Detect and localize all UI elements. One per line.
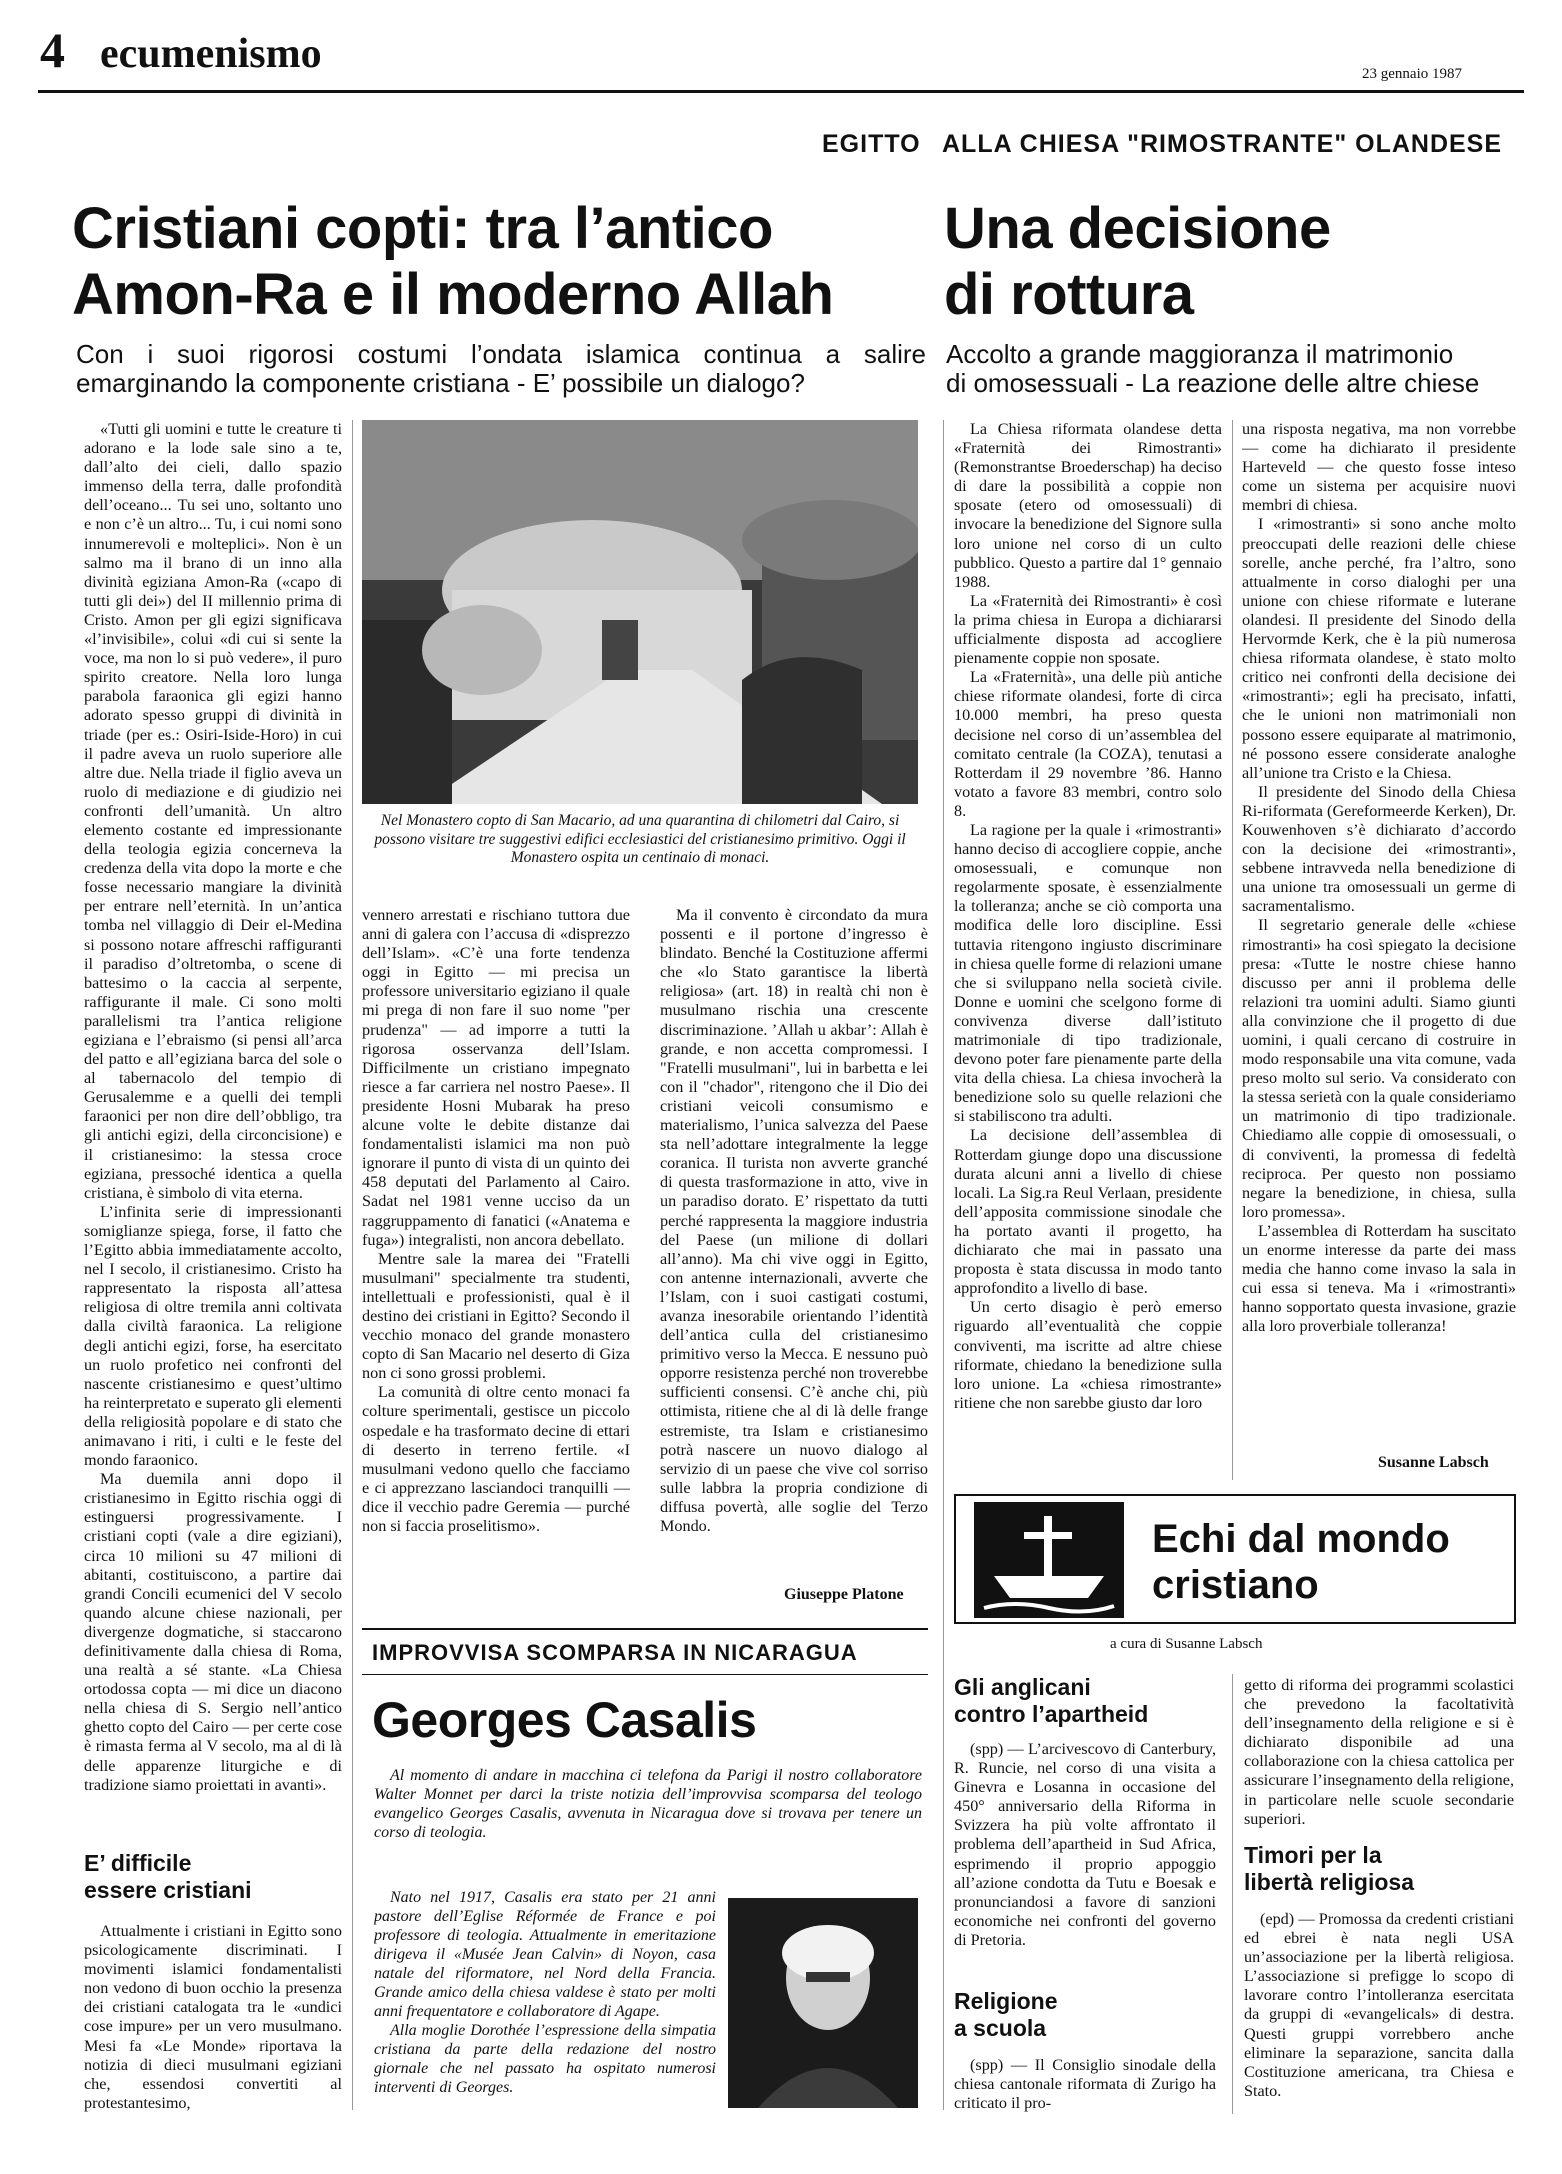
egitto-paragraph: La comunità di oltre cento monaci fa colture sperimentali, gestisce un piccolo ospedale e ha trasformato decine di ettari di deserto in terreno fertile. «I musulmani vedono quello che facciamo e ci apprezzano lasciandoci tranquilli — dice il vecchio padre Geremia — purché non si faccia proselitismo». <box>362 1383 630 1535</box>
egitto-column-1-end <box>84 1922 342 2112</box>
olanda-subhead-line2: di omosessuali - La reazione delle altre chiese <box>946 368 1480 398</box>
photo-caption: Nel Monastero copto di San Macario, ad una quarantina di chilometri dal Cairo, si possono visitare tre suggestivi edifici ecclesiastici del cristianesimo primitivo. Oggi il Monastero ospita un centinaio di monaci. <box>374 812 906 866</box>
anglicani-title-line1: Gli anglicani <box>954 1674 1091 1700</box>
casalis-paragraph: Nato nel 1917, Casalis era stato per 21 anni pastore dell’Eglise Réformée de France e poi professore di teologia. Attualmente in emeritazione dirigeva il «Musée Jean Calvin» di Noyon, casa natale del riformatore, nel Nord della Francia. Grande amico della chiesa valdese è stato per molti anni frequentatore e collaboratore di Agape. <box>374 1889 716 2020</box>
olanda-paragraph: Il segretario generale delle «chiese rimostranti» ha così spiegato la decisione presa: «Tutte le nostre chiese hanno discusso per anni il problema delle relazioni tra uomini adulti. Siamo giunti alla convinzione che il progetto di due uomini, i quali cercano di costruire in modo responsabile una vita comune, vada preso molto sul serio. Va considerato con la stessa serietà con la quale consideriamo un matrimonio di tipo tradizionale. Chiediamo alle coppie di omosessuali, o di conviventi, la promessa di fedeltà reciproca. Per questo non possiamo negare la benedizione, in chiesa, sulla loro promessa». <box>1242 916 1516 1221</box>
anglicani-title-line2: contro l’apartheid <box>954 1701 1149 1727</box>
olanda-paragraph: La «Fraternità», una delle più antiche chiese riformate olandesi, forte di circa 10.000 membri, ha preso questa decisione nel corso di un’assemblea del comitato centrale (la COZA), tenutasi a Rotterdam il 29 novembre ’86. Hanno votato a favore 83 membri, contro solo 8. <box>954 668 1222 820</box>
monastery-photo <box>362 420 918 804</box>
timori-text <box>1244 1910 1514 2114</box>
olanda-headline-line2: di rottura <box>944 262 1194 327</box>
olanda-subhead <box>946 340 1506 398</box>
echi-title <box>1152 1516 1502 1608</box>
casalis-text-top <box>374 1766 922 1886</box>
olanda-paragraph: L’assemblea di Rotterdam ha suscitato un enorme interesse da parte dei mass media che hanno come invaso la sala in cui essa si teneva. Ma i «rimostranti» hanno sopportato questa invasione, grazie alla loro proverbiale tolleranza! <box>1242 1221 1516 1336</box>
olanda-paragraph: La Chiesa riformata olandese detta «Fraternità dei Rimostranti» (Remonstrantse Broederschap) ha deciso di dare la possibilità a coppie non sposate (etero od omosessuali) di invocare la benedizione del Signore sulla loro unione nel corso di un culto pubblico. Questo a partire dal 1° gennaio 1988. <box>954 420 1222 591</box>
olanda-kicker: ALLA CHIESA "RIMOSTRANTE" OLANDESE <box>942 130 1503 158</box>
egitto-column-2 <box>362 906 630 1606</box>
anglicani-text <box>954 1740 1216 1988</box>
scuola-text-continued <box>1244 1676 1514 1828</box>
egitto-paragraph: Ma duemila anni dopo il cristianesimo in Egitto rischia oggi di estinguersi progressivamente. I cristiani copti (vale a dire egiziani), circa 10 milioni su 47 milioni di abitanti, costituiscono, a partire dai grandi Concili ecumenici del V secolo quando alcune chiese nazionali, per divergenze dogmatiche, si staccarono definitivamente dalla chiesa di Roma, una realtà a sé stante. «La Chiesa ortodossa copta — mi dice un diacono nella chiesa di S. Sergio nell’antico ghetto copto del Cairo — per certe cose è rimasta ferma al V secolo, ma al di là delle apparenze liturgiche e di tradizione siamo proiettati in avanti». <box>84 1470 342 1794</box>
olanda-paragraph: La ragione per la quale i «rimostranti» hanno deciso di accogliere coppie, anche omosessuali, e comunque non regolarmente sposate, è essenzialmente la tolleranza; anche se ciò comporta una modifica delle loro discipline. Essi tuttavia ritengono ingiusto discriminare in chiesa quelle forme di relazioni umane che si sviluppano nella società civile. Donne e uomini che scelgono forme di convivenza diverse dall’istituto matrimoniale di tipo tradizionale, devono poter fare pienamente parte della vita della chiesa. La chiesa invocherà la benedizione solo su quelle relazioni che si stabiliscono tra adulti. <box>954 820 1222 1126</box>
egitto-headline-line1: Cristiani copti: tra l’antico <box>72 196 773 261</box>
egitto-subsection-title-line2: essere cristiani <box>84 1877 252 1903</box>
echi-title-line1: Echi dal mondo <box>1152 1517 1450 1561</box>
scuola-paragraph: (spp) — Il Consiglio sinodale della chiesa cantonale riformata di Zurigo ha criticato il pro- <box>954 2056 1216 2113</box>
echi-title-line2: cristiano <box>1152 1563 1319 1607</box>
olanda-paragraph: Un certo disagio è però emerso riguardo all’eventualità che coppie conviventi, ma iscritte ad altre chiese riformate, chiedano la benedizione sulla loro unione. La «chiesa rimostrante» ritiene che non sarebbe giusto dar loro <box>954 1298 1222 1412</box>
egitto-headline-line2: Amon-Ra e il moderno Allah <box>72 262 834 327</box>
egitto-subhead <box>76 340 926 398</box>
issue-date: 23 gennaio 1987 <box>1362 66 1462 82</box>
casalis-kicker: IMPROVVISA SCOMPARSA IN NICARAGUA <box>372 1640 858 1665</box>
egitto-subhead-line1: Con i suoi rigorosi costumi l’ondata islamica continua a salire <box>76 339 926 369</box>
casalis-portrait <box>728 1898 918 2108</box>
page-number: 4 <box>40 22 65 78</box>
casalis-paragraph: Al momento di andare in macchina ci telefona da Parigi il nostro collaboratore Walter Monnet per darci la triste notizia dell’improvvisa scomparsa del teologo evangelico Georges Casalis, avvenuta in Nicaragua dove si trovava per tenere un corso di teologia. <box>374 1767 922 1841</box>
egitto-subhead-line2: emarginando la componente cristiana - E’ possibile un dialogo? <box>76 368 805 398</box>
egitto-column-3 <box>660 906 928 1581</box>
anglicani-title <box>954 1674 1214 1728</box>
column-rule <box>1232 420 1233 1480</box>
casalis-rule-bottom <box>362 1674 928 1675</box>
timori-title <box>1244 1842 1514 1896</box>
echi-box <box>954 1494 1516 1624</box>
scuola-paragraph: getto di riforma dei programmi scolastici che prevedono la facoltatività dell’insegnamento della religione e si è dichiarato disponibile ad una collaborazione con la chiesa cattolica per assicurare l’insegnamento della religione, in particolare nelle scuole secondarie superiori. <box>1244 1676 1514 1828</box>
egitto-subsection-title <box>84 1850 342 1904</box>
casalis-portrait-illustration <box>728 1898 918 2108</box>
olanda-subhead-line1: Accolto a grande maggioranza il matrimonio <box>946 339 1454 369</box>
olanda-paragraph: I «rimostranti» si sono anche molto preoccupati delle reazioni delle chiese sorelle, anche perché, fra l’altro, sono attualmente in corso dialoghi per una unione con chiese riformate e luterane olandesi. Il presidente del Sinodo della Hervormde Kerk, che è la più numerosa chiesa riformata olandese, è stato molto critico nei confronti della decisione dei «rimostranti»; egli ha precisato, infatti, che le unioni non matrimoniali non possono essere equiparate al matrimonio, né possono essere considerate analoghe all’unione tra Cristo e la Chiesa. <box>1242 515 1516 782</box>
echi-credit: a cura di Susanne Labsch <box>1110 1636 1263 1652</box>
olanda-column-1 <box>954 420 1222 1488</box>
egitto-paragraph: vennero arrestati e rischiano tuttora due anni di galera con l’accusa di «disprezzo dell’Islam». «C’è una forte tendenza oggi in Egitto — mi precisa un professore universitario egiziano il quale mi prega di non fare il suo nome "per prudenza" — ad imporre a tutti la rigorosa osservanza dell’Islam. Difficilmente un cristiano impegnato riesce a far carriera nel nostro Paese». Il presidente Hosni Mubarak ha preso alcune volte le debite distanze dai fondamentalisti islamici ma non può ignorare il punto di vista di un quinto dei 458 deputati del Parlamento al Cairo. Sadat nel 1981 venne ucciso da un raggruppamento di fanatici («Anatema e fuga») integralisti, non ancora debellato. <box>362 906 630 1249</box>
cross-boat-icon <box>974 1502 1124 1618</box>
egitto-paragraph: Ma il convento è circondato da mura possenti e il portone d’ingresso è blindato. Benché la Costituzione affermi che «lo Stato garantisce la libertà religiosa» (art. 18) in realtà chi non è musulmano rischia una crescente discriminazione. ’Allah u akbar’: Allah è grande, e non accetta compromessi. I "Fratelli musulmani", lui in barbetta e lei con il "chador", ritengono che il Dio dei cristiani veicoli consumismo e materialismo, l’unica salvezza del Paese sta nell’adottare integralmente la legge coranica. Il turista non avverte granché di questa trasformazione in atto, vive in un paradiso dorato. E’ rispettato da tutti perché rappresenta la maggiore industria del Paese (un milione di dollari all’anno). Ma chi vive oggi in Egitto, con antenne internazionali, avverte che l’Islam, con i suoi castigati costumi, avanza inesorabile orientando l’identità dell’antica culla del cristianesimo primitivo verso la Mecca. E nessuno può opporre resistenza perché non troverebbe sufficienti consensi. C’è anche chi, più ottimista, ritiene che al di là delle frange estremiste, tra Islam e cristianesimo potrà nascere un nuovo dialogo al servizio di un paese che vive col sorriso sulle labbra la propria condizione di diffusa povertà, alle soglie del Terzo Mondo. <box>660 906 928 1535</box>
scuola-text <box>954 2056 1216 2116</box>
casalis-paragraph: Alla moglie Dorothée l’espressione della simpatia cristiana da parte della redazione del nostro giornale che nel passato ha ospitato numerosi interventi di Georges. <box>374 2022 716 2096</box>
monastery-illustration <box>362 420 918 804</box>
olanda-column-2 <box>1242 420 1516 1460</box>
egitto-kicker: EGITTO <box>822 130 921 158</box>
egitto-paragraph: «Tutti gli uomini e tutte le creature ti adorano e la lode sale sino a te, dall’alto dei cieli, dallo spazio immenso della terra, dalle profondità dell’oceano... Tu sei uno, soltanto uno e non c’è un altro... Tu, i cui nomi sono innumerevoli e molteplici». Non è un salmo ma il brano di un inno alla divinità egiziana Amon-Ra («capo di tutti gli dei») del II millennio prima di Cristo. Amon per gli egizi significava «l’invisibile», colui «di cui si sente la voce, ma non lo si può vedere», il puro spirito creatore. Nella loro lunga parabola faraonica gli egizi hanno adorato spesso gruppi di divinità in triade (per es.: Osiri-Iside-Horo) in cui il padre aveva un ruolo superiore alle altre due. Nella triade il figlio aveva un ruolo di mediazione e di giudizio nei confronti dell’umanità. Un altro elemento costante ed impressionante della teologia egizia concerneva la credenza della vita dopo la morte e che fosse necessario mangiare la divinità per entrare nell’eternità. In un’antica tomba nel villaggio di Deir el-Medina si possono notare affreschi raffiguranti il paradiso d’oltretomba, o scene di battesimo o la caccia al serpente, raffigurante il male. Ci sono molti parallelismi tra l’antica religione egiziana e l’ebraismo (si pensi all’arca del patto e all’egiziana barca del sole o al tabernacolo del tempio di Gerusalemme e a quelli dei templi faraonici per non dire dell’obbligo, tra gli antichi egizi, della circoncisione) e il cristianesimo: la stessa croce egiziana, pressoché identica a quella cristiana, è simbolo di vita eterna. <box>84 420 342 1202</box>
casalis-text-left <box>374 1888 716 2108</box>
egitto-paragraph: L’infinita serie di impressionanti somiglianze spiega, forse, il fatto che l’Egitto abbia immediatamente accolto, nel I secolo, il cristianesimo. Cristo ha rappresentato la risposta all’attesa religiosa di oltre tremila anni coltivata dalla civiltà faraonica. La religione degli antichi egizi, forse, ha esercitato un ruolo profetico nei confronti del nascente cristianesimo e quest’ultimo ha reinterpretato e superato gli elementi della religiosità popolare e di stato che animavano i riti, i culti e le feste del mondo faraonico. <box>84 1202 342 1470</box>
scuola-title-line1: Religione <box>954 1988 1058 2014</box>
section-title: ecumenismo <box>100 31 322 77</box>
olanda-headline-line1: Una decisione <box>944 196 1331 261</box>
egitto-column-1 <box>84 420 342 1845</box>
casalis-rule-top <box>362 1628 928 1630</box>
timori-title-line2: libertà religiosa <box>1244 1869 1415 1895</box>
timori-paragraph: (epd) — Promossa da credenti cristiani ed ebrei è nata negli USA un’associazione per la libertà religiosa. L’associazione si prefigge lo scopo di lavorare contro l’intolleranza esercitata da gruppi di «evangelicals» di destra. Questi gruppi vorrebbero anche eliminare la separazione, sancita dalla Costituzione americana, tra Chiesa e Stato. <box>1244 1910 1514 2100</box>
egitto-paragraph: Attualmente i cristiani in Egitto sono psicologicamente discriminati. I movimenti islamici fondamentalisti non vedono di buon occhio la presenza dei cristiani catalogata tra le «undici cose impure» per un vero musulmano. Mesi fa «Le Monde» riportava la notizia di dieci musulmani egiziani che, essendosi convertiti al protestantesimo, <box>84 1922 342 2112</box>
egitto-headline <box>72 196 952 328</box>
column-rule <box>1232 1674 1233 2114</box>
olanda-paragraph: una risposta negativa, ma non vorrebbe — come ha dichiarato il presidente Harteveld — che questo fosse inteso come un sistema per acquisire nuovi membri di chiesa. <box>1242 420 1516 515</box>
olanda-paragraph: Il presidente del Sinodo della Chiesa Ri-riformata (Gereformeerde Kerken), Dr. Kouwenhoven s’è dichiarato d’accordo con la decisione dei «rimostranti», sebbene intravveda nella benedizione di una unione tra omosessuali un germe di sacramentalismo. <box>1242 782 1516 916</box>
echi-logo <box>974 1502 1124 1618</box>
column-rule <box>943 420 944 2110</box>
scuola-title-line2: a scuola <box>954 2015 1047 2041</box>
timori-title-line1: Timori per la <box>1244 1842 1382 1868</box>
olanda-signature: Susanne Labsch <box>1378 1454 1489 1471</box>
egitto-paragraph: Mentre sale la marea dei "Fratelli musulmani" specialmente tra studenti, intellettuali e professionisti, qual è il destino dei cristiani in Egitto? Secondo il vecchio monaco del grande monastero copto di San Macario nel deserto di Giza non ci sono grossi problemi. <box>362 1249 630 1383</box>
egitto-subsection-title-line1: E’ difficile <box>84 1850 192 1876</box>
anglicani-paragraph: (spp) — L’arcivescovo di Canterbury, R. Runcie, nel corso di una visita a Ginevra e Losanna in occasione del 450° anniversario della Riforma in Svizzera ha più volte affrontato il problema dell’apartheid in Sud Africa, esprimendo il proprio appoggio all’azione condotta da Tutu e Boesak e pronunciandosi a favore di sanzioni economiche nei confronti del governo di Pretoria. <box>954 1740 1216 1949</box>
egitto-signature: Giuseppe Platone <box>784 1586 904 1603</box>
scuola-title <box>954 1988 1214 2042</box>
olanda-paragraph: La «Fraternità dei Rimostranti» è così la prima chiesa in Europa a dichiararsi ufficialmente disposta ad accogliere pienamente coppie non sposate. <box>954 591 1222 668</box>
olanda-headline <box>944 196 1524 328</box>
casalis-headline: Georges Casalis <box>372 1692 757 1748</box>
olanda-paragraph: La decisione dell’assemblea di Rotterdam giunge dopo una discussione durata alcuni anni a livello di chiese locali. La Sig.ra Reul Verlaan, presidente dell’apposita commissione sinodale che ha portato avanti il progetto, ha dichiarato che mai in passato una proposta è stata discussa in modo tanto approfondito a livello di base. <box>954 1126 1222 1298</box>
column-rule <box>352 420 353 2110</box>
masthead-rule <box>38 90 1524 93</box>
